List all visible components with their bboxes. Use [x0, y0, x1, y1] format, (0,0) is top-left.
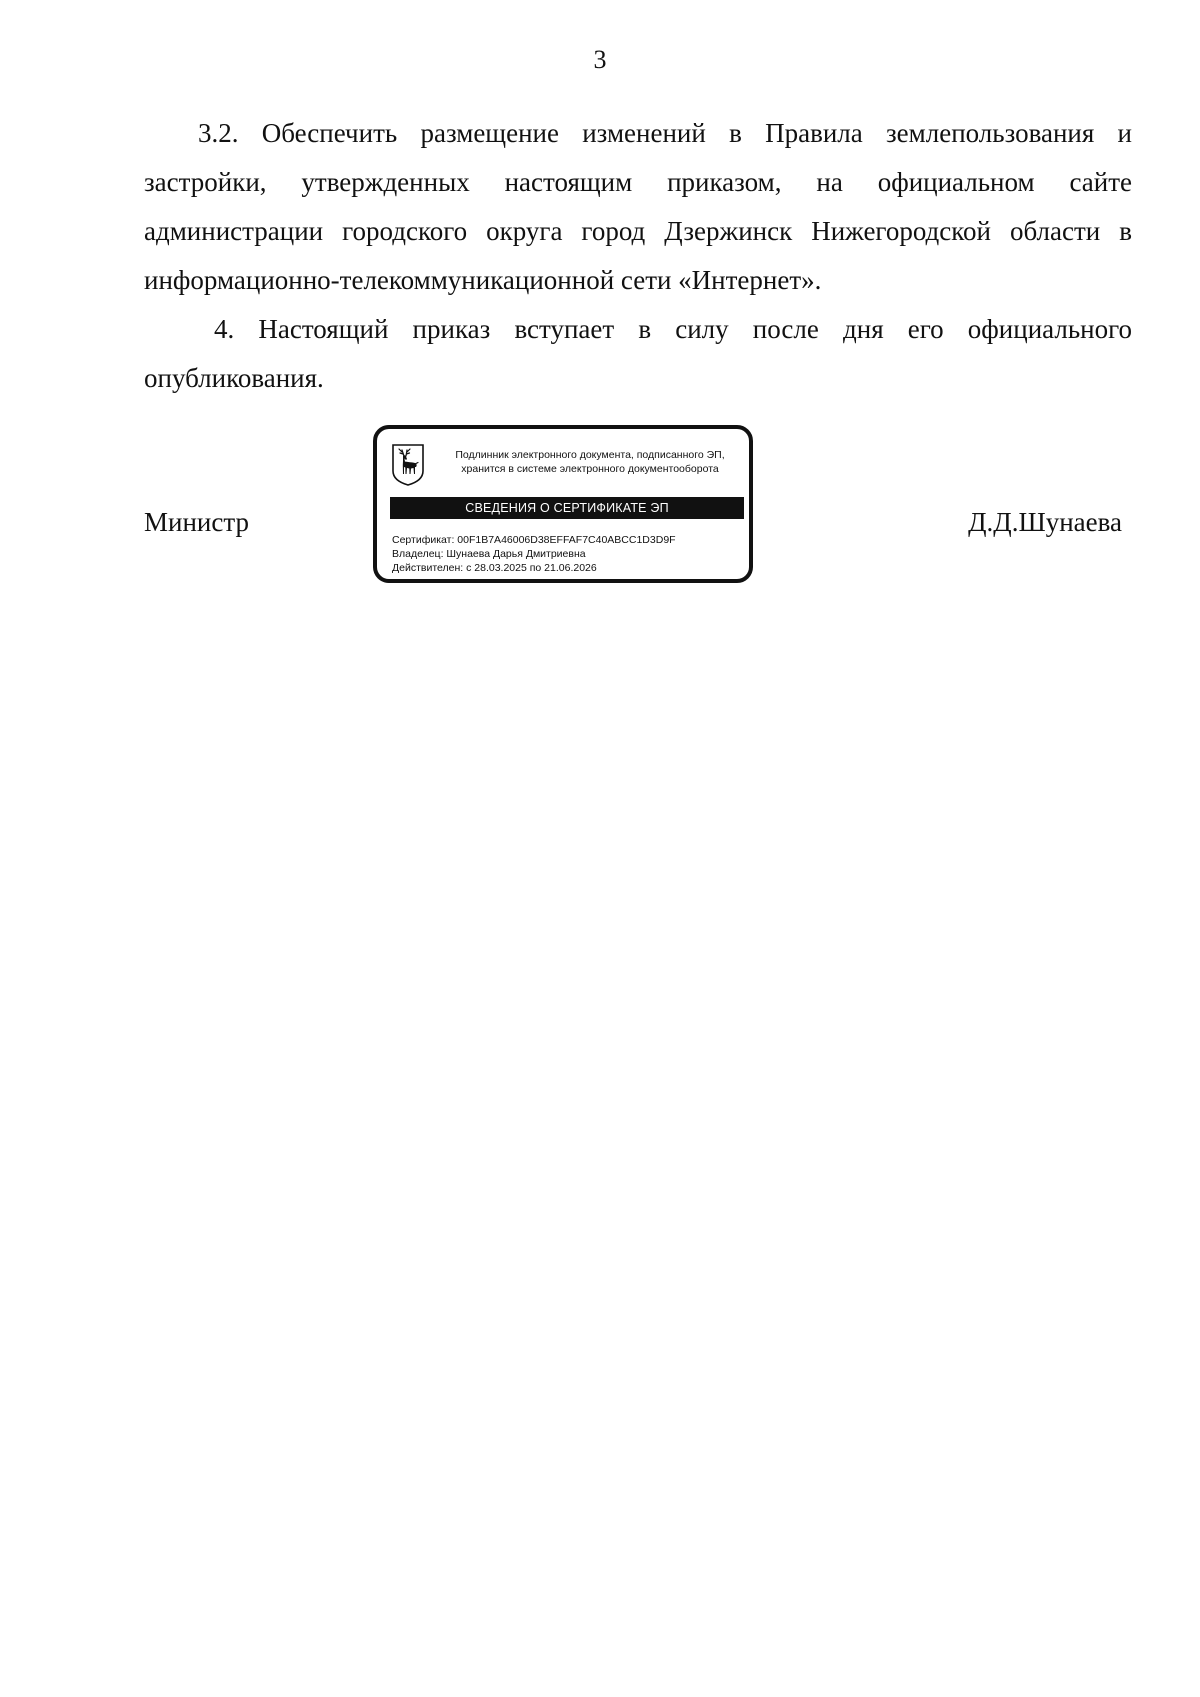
certificate-details: [392, 533, 742, 575]
certificate-validity: Действителен: с 28.03.2025 по 21.06.2026: [392, 562, 597, 574]
stamp-header: [433, 448, 747, 476]
document-body: [144, 109, 1132, 403]
certificate-number: Сертификат: 00F1B7A46006D38EFFAF7C40ABCC1D3D9F: [392, 534, 676, 546]
electronic-signature-stamp: [373, 425, 753, 583]
paragraph-4: 4. Настоящий приказ вступает в силу после дня его официального опубликования.: [144, 314, 1132, 393]
paragraph-3-2: 3.2. Обеспечить размещение изменений в Правила землепользования и застройки, утвержденных настоящим приказом, на официальном сайте администрации городского округа город Дзержинск Нижегородской области в информационно-телекоммуникационной сети «Интернет».: [144, 118, 1132, 295]
signature-title: Министр: [144, 507, 249, 537]
certificate-info-title: СВЕДЕНИЯ О СЕРТИФИКАТЕ ЭП: [390, 497, 744, 519]
signature-name: Д.Д.Шунаева: [968, 507, 1122, 537]
stamp-header-line-1: Подлинник электронного документа, подписанного ЭП,: [455, 449, 725, 461]
certificate-owner: Владелец: Шунаева Дарья Дмитриевна: [392, 548, 586, 560]
coat-of-arms-deer-icon: [391, 443, 425, 487]
stamp-header-line-2: хранится в системе электронного документооборота: [461, 463, 719, 475]
page-number: 3: [593, 45, 607, 74]
